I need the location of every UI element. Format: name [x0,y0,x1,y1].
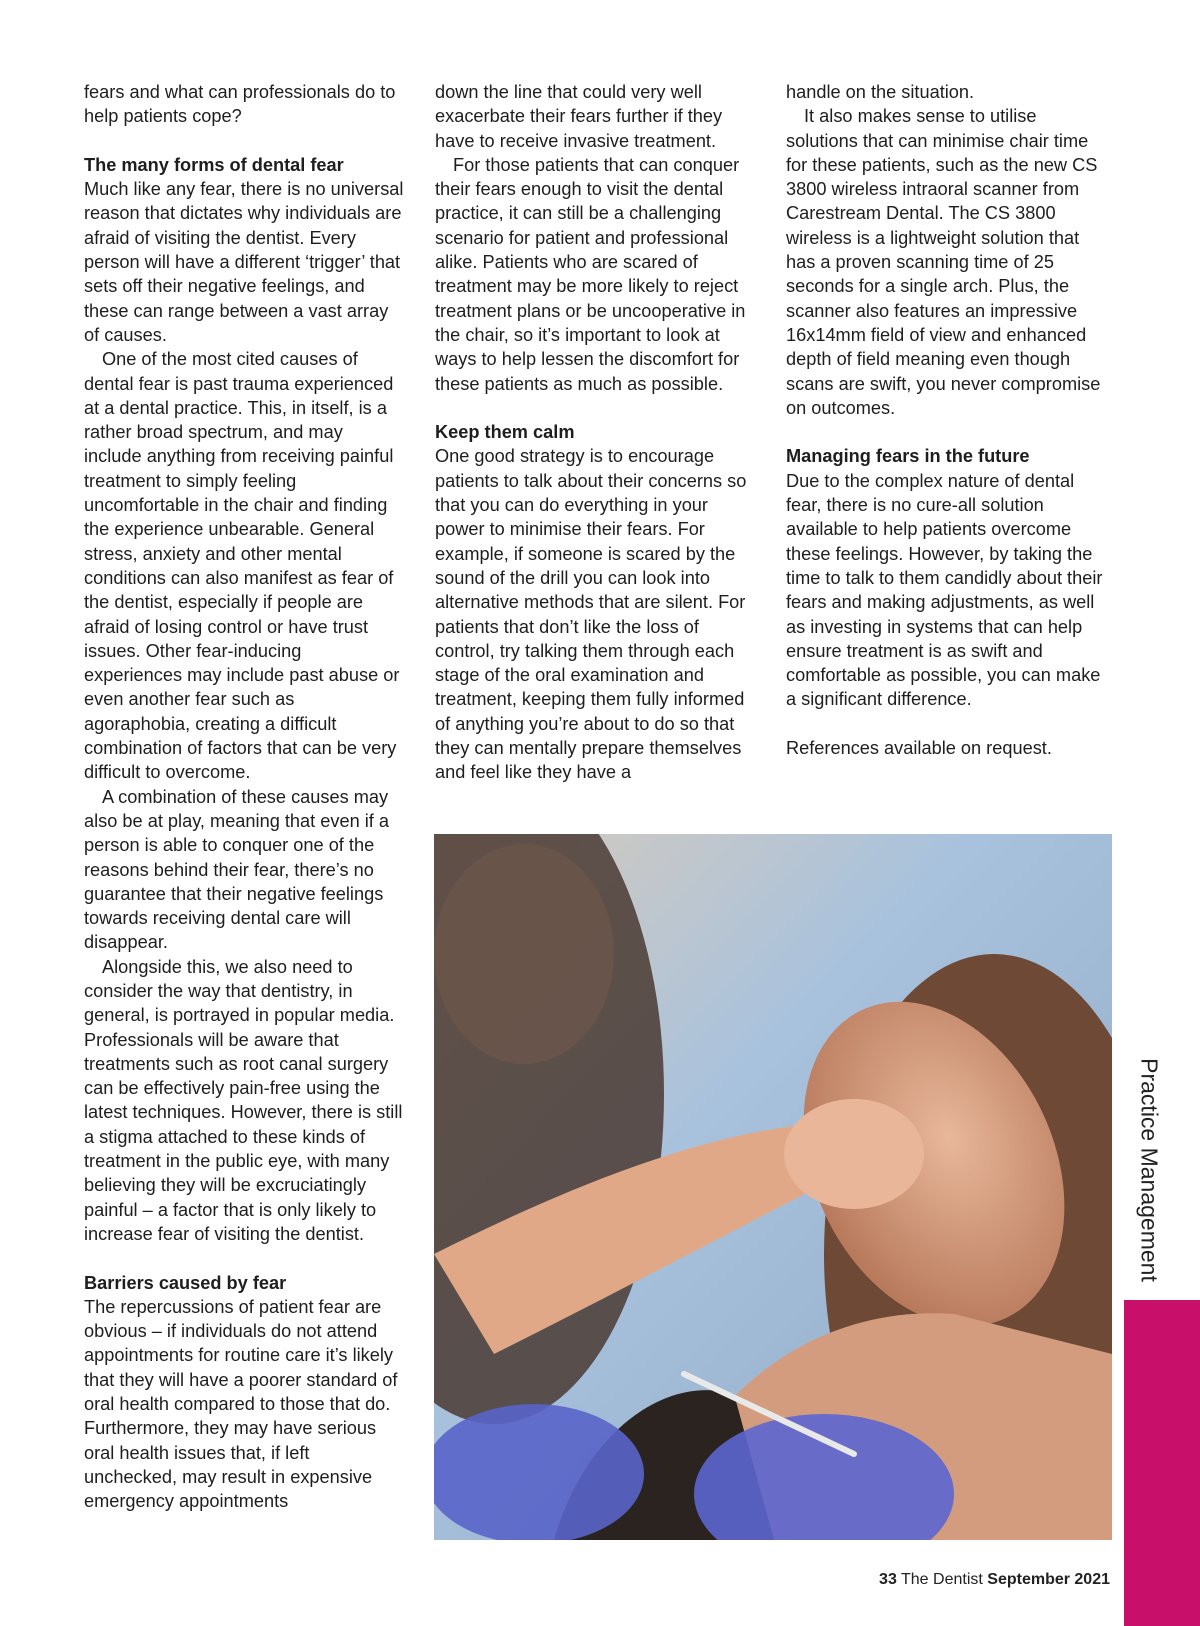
paragraph: down the line that could very well exacerbate their fears further if they have to receive invasive treatment. [435,82,723,151]
page-footer [879,1571,1110,1589]
patient-photo [434,834,1112,1540]
references-note: References available on request. [786,738,1052,759]
section-heading: Managing fears in the future [786,446,1030,467]
photo-illustration [434,834,1112,1540]
paragraph: For those patients that can conquer their fears enough to visit the dental practice, it can still be a challenging scenario for patient and professional alike. Patients who are scared of treatment may be more likely to reject treatment plans or be uncooperative in the chair, so it’s important to look at ways to help lessen the discomfort for these patients as much as possible. [435,154,746,394]
article-column-1 [84,80,404,1514]
paragraph: The repercussions of patient fear are obvious – if individuals do not attend appointments for routine care it’s likely that they will have a poorer standard of oral health compared to those that do. Furthermore, they may have serious oral health issues that, if left unchecked, may result in expensive emergency appointments [84,1296,398,1512]
page-number: 33 [879,1571,897,1588]
article-column-2 [435,80,755,785]
paragraph: A combination of these causes may also be at play, meaning that even if a person is able to conquer one of the reasons behind their fear, there’s no guarantee that their negative feelings towards receiving dental care will disappear. [84,786,390,953]
paragraph: One of the most cited causes of dental fear is past trauma experienced at a dental practice. This, in itself, is a rather broad spectrum, and may include anything from receiving painful treatment to simply feeling uncomfortable in the chair and finding the experience unbearable. General stress, anxiety and other mental conditions can also manifest as fear of the dentist, especially if people are afraid of losing control or have trust issues. Other fear-inducing experiences may include past abuse or even another fear such as agoraphobia, creating a difficult combination of factors that can be very difficult to overcome. [84,349,400,783]
paragraph: Much like any fear, there is no universal reason that dictates why individuals are afraid of visiting the dentist. Every person will have a different ‘trigger’ that sets off their negative feelings, and these can range between a vast array of causes. [84,179,404,345]
section-heading: The many forms of dental fear [84,154,344,175]
section-label [1121,1045,1177,1295]
paragraph: Alongside this, we also need to consider the way that dentistry, in general, is portrayed in popular media. Professionals will be aware that treatments such as root canal surgery can be effectively pain-free using the latest techniques. However, there is still a stigma attached to these kinds of treatment in the public eye, with many believing they will be excruciatingly painful – a factor that is only likely to increase fear of visiting the dentist. [84,956,403,1244]
paragraph: It also makes sense to utilise solutions that can minimise chair time for these patients, such as the new CS 3800 wireless intraoral scanner from Carestream Dental. The CS 3800 wireless is a lightweight solution that has a proven scanning time of 25 seconds for a single arch. Plus, the scanner also features an impressive 16x14mm field of view and enhanced depth of field meaning even though scans are swift, you never compromise on outcomes. [786,106,1101,418]
section-heading: Barriers caused by fear [84,1272,287,1293]
issue-date: September 2021 [987,1571,1110,1588]
paragraph: One good strategy is to encourage patients to talk about their concerns so that you can do everything in your power to minimise their fears. For example, if someone is scared by the sound of the drill you can look into alternative methods that are silent. For patients that don’t like the loss of control, try talking them through each stage of the oral examination and treatment, keeping them fully informed of anything you’re about to do so that they can mentally prepare themselves and feel like they have a [435,446,747,783]
article-column-3 [786,80,1106,760]
paragraph: fears and what can professionals do to help patients cope? [84,82,396,127]
section-heading: Keep them calm [435,422,575,443]
section-label-text: Practice Management [1136,1058,1163,1282]
publication-name: The Dentist [901,1571,983,1588]
paragraph: Due to the complex nature of dental fear, there is no cure-all solution available to help patients overcome these feelings. However, by taking the time to talk to them candidly about their fears and making adjustments, as well as investing in systems that can help ensure treatment is as swift and comfortable as possible, you can make a significant difference. [786,470,1103,710]
accent-bar [1124,1300,1200,1626]
paragraph: handle on the situation. [786,82,975,102]
